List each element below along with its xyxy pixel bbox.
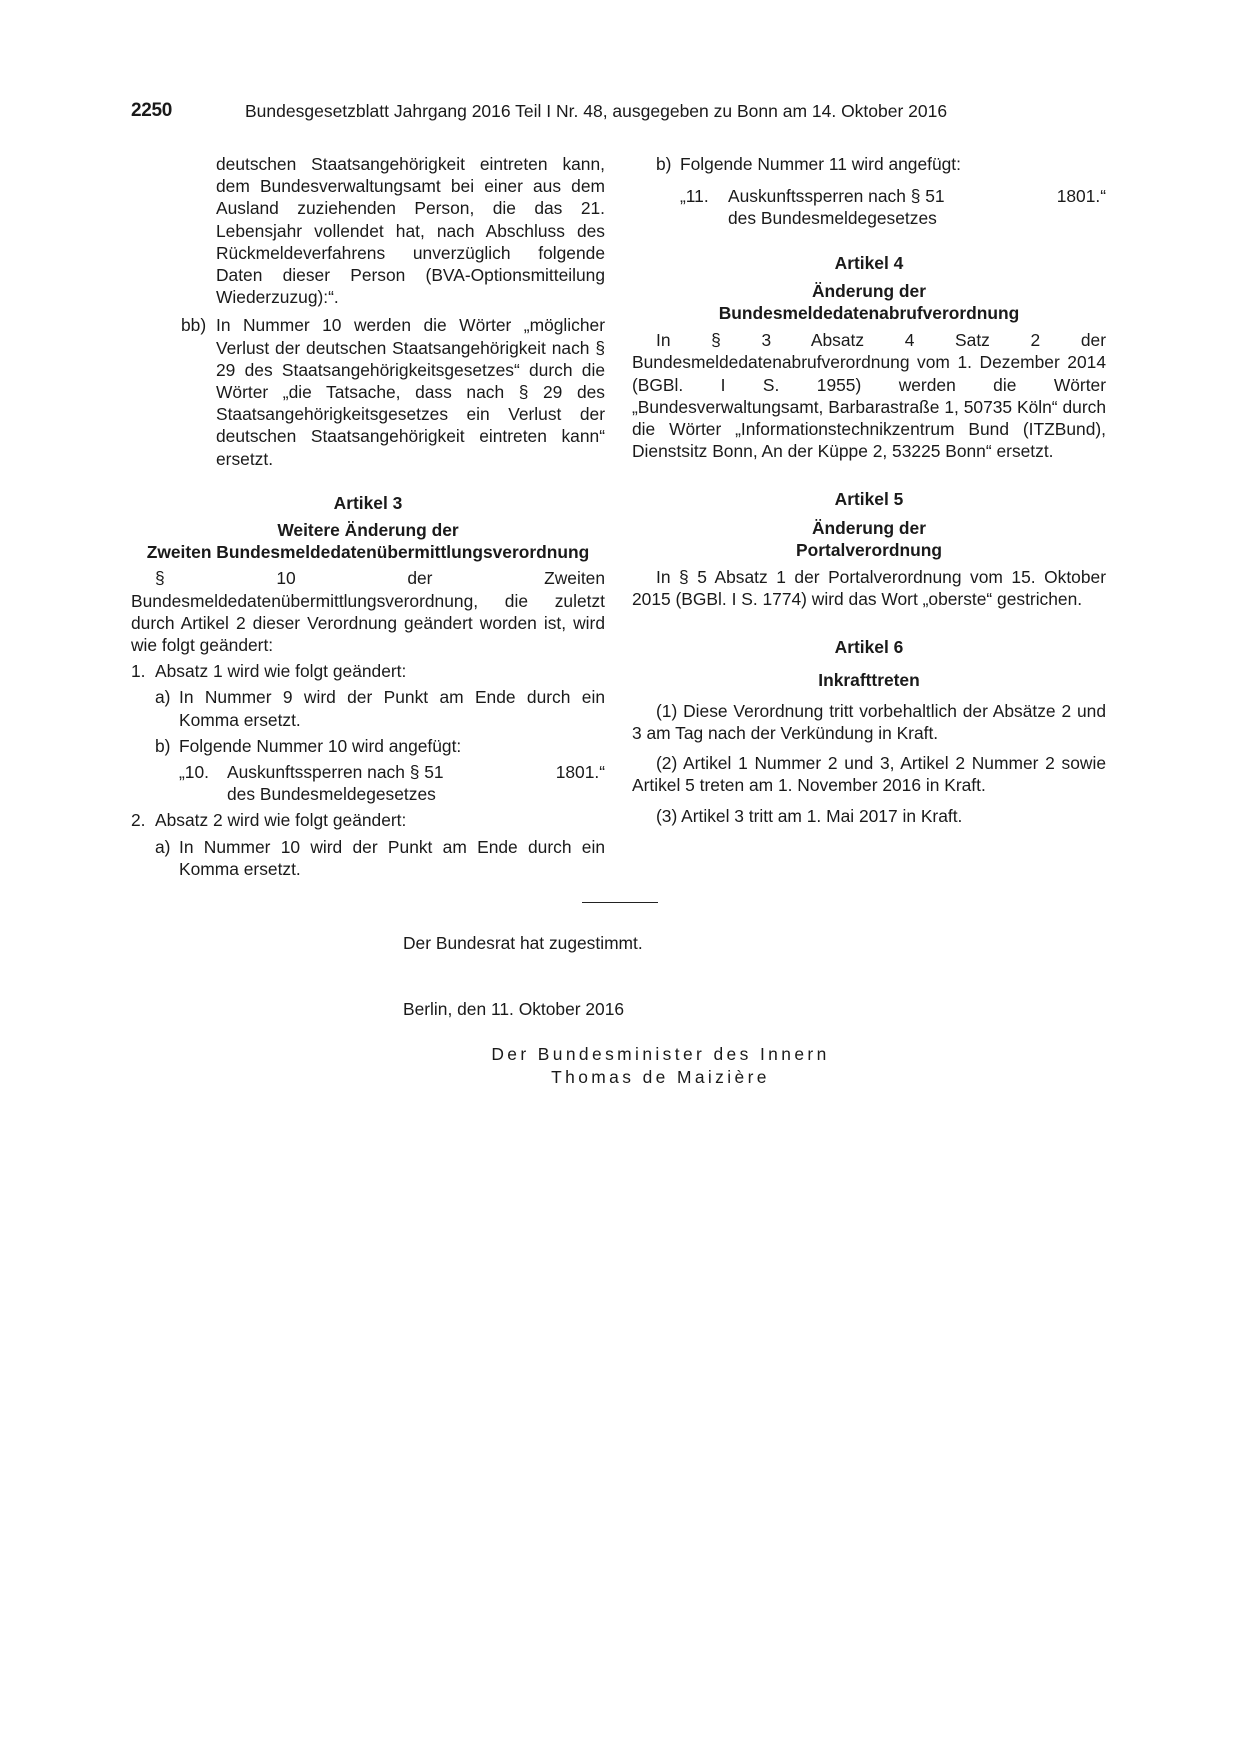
quoted-number-10 (179, 761, 605, 805)
item-1a-text: In Nummer 9 wird der Punkt am Ende durch ein Komma ersetzt. (179, 687, 605, 730)
page-number: 2250 (131, 100, 173, 121)
quoted-number-11 (680, 185, 1106, 229)
item-1b (155, 735, 605, 757)
article-6-paragraph-1: (1) Diese Verordnung tritt vorbehaltlich der Absätze 2 und 3 am Tag nach der Verkündung in Kraft. (632, 700, 1106, 744)
quoted-number-10-value: 1801.“ (555, 762, 605, 783)
bundesrat-consent: Der Bundesrat hat zugestimmt. (403, 933, 643, 953)
article-5-title: Artikel 5 (834, 489, 904, 510)
article-3-heading-line1: Weitere Änderung der (277, 520, 459, 541)
quoted-number-11-line2: des Bundesmeldegesetzes (728, 208, 937, 229)
section-divider (582, 902, 658, 903)
item-2-text: Absatz 2 wird wie folgt geändert: (155, 810, 407, 831)
article-5-heading-line2: Portalverordnung (796, 539, 942, 560)
item-2a-text: In Nummer 10 wird der Punkt am Ende durch ein Komma ersetzt. (179, 836, 605, 879)
signatory-office: Der Bundesminister des Innern (491, 1044, 830, 1064)
item-1-label: 1. (131, 661, 146, 682)
running-head: Bundesgesetzblatt Jahrgang 2016 Teil I Nr. 48, ausgegeben zu Bonn am 14. Oktober 2016 (245, 101, 948, 121)
article-4-title: Artikel 4 (834, 252, 904, 273)
signatory-name: Thomas de Maizière (551, 1067, 770, 1087)
right-column (632, 153, 1106, 827)
item-bb (181, 314, 605, 469)
article-3-title: Artikel 3 (333, 492, 403, 513)
quoted-number-11-text (728, 185, 1050, 229)
article-6-heading: Inkrafttreten (818, 669, 920, 690)
article-3-intro: § 10 der Zweiten Bundesmeldedatenübermittlungsverordnung, die zuletzt durch Artikel 2 dieser Verordnung geändert worden ist, wird wie folgt geändert: (131, 568, 605, 656)
item-2-label: 2. (131, 810, 146, 831)
item-1a-label: a) (155, 687, 171, 708)
quoted-number-11-num: „11. (680, 186, 709, 207)
item-2 (131, 809, 605, 831)
article-6-paragraph-3: (3) Artikel 3 tritt am 1. Mai 2017 in Kraft. (656, 805, 963, 826)
item-2a (155, 836, 605, 880)
item-2a-label: a) (155, 836, 171, 857)
article-5-text: In § 5 Absatz 1 der Portalverordnung vom 15. Oktober 2015 (BGBl. I S. 1774) wird das Wort „oberste“ gestrichen. (632, 567, 1106, 610)
article-4-text: In § 3 Absatz 4 Satz 2 der Bundesmeldedatenabrufverordnung vom 1. Dezember 2014 (BGBl. I S. 1955) werden die Wörter „Bundesverwaltungsamt, Barbarastraße 1, 50735 Köln“ durch die Wörter „Informationstechnikzentrum Bund (ITZBund), Dienstsitz Bonn, An der Küppe 2, 53225 Bonn“ ersetzt. (632, 330, 1106, 462)
left-column (131, 153, 605, 880)
item-b-label: b) (656, 154, 672, 174)
item-1 (131, 660, 605, 682)
quoted-number-11-value: 1801.“ (1056, 186, 1106, 207)
article-4-heading-line2: Bundesmeldedatenabrufverordnung (718, 303, 1020, 324)
article-6-title: Artikel 6 (834, 637, 904, 658)
place-date: Berlin, den 11. Oktober 2016 (403, 999, 625, 1019)
item-1b-label: b) (155, 735, 171, 756)
item-b (656, 153, 1106, 175)
article-3-heading-line2: Zweiten Bundesmeldedatenübermittlungsverordnung (146, 542, 590, 563)
item-bb-label: bb) (181, 315, 207, 336)
item-1a (155, 686, 605, 730)
quoted-number-10-num: „10. (179, 762, 209, 783)
article-6-paragraph-2: (2) Artikel 1 Nummer 2 und 3, Artikel 2 Nummer 2 sowie Artikel 5 treten am 1. November 2016 in Kraft. (632, 753, 1106, 796)
item-b-text: Folgende Nummer 11 wird angefügt: (680, 154, 961, 174)
quoted-number-10-line2: des Bundesmeldegesetzes (227, 784, 436, 805)
article-5-heading-line1: Änderung der (811, 517, 926, 538)
quoted-number-11-line1: Auskunftssperren nach § 51 (728, 186, 945, 207)
quoted-number-10-line1: Auskunftssperren nach § 51 (227, 762, 444, 783)
quoted-number-10-text (227, 761, 549, 805)
continuation-text: deutschen Staatsangehörigkeit eintreten kann, dem Bundesverwaltungsamt bei einer aus dem Ausland zuziehenden Person, die das 21. Lebensjahr vollendet hat, nach Abschluss des Rückmeldeverfahrens unverzüglich folgende Daten dieser Person (BVA-Optionsmitteilung Wiederzuzug):“. (216, 154, 605, 308)
item-bb-text: In Nummer 10 werden die Wörter „möglicher Verlust der deutschen Staatsangehörigkeit nach § 29 des Staatsangehörigkeitsgesetzes“ durch die Wörter „die Tatsache, dass nach § 29 des Staatsangehörigkeitsgesetzes ein Verlust der deutschen Staatsangehörigkeit eintreten kann“ ersetzt. (216, 315, 605, 469)
article-4-heading-line1: Änderung der (811, 280, 926, 301)
item-1b-text: Folgende Nummer 10 wird angefügt: (179, 735, 462, 756)
item-1-text: Absatz 1 wird wie folgt geändert: (155, 661, 407, 682)
